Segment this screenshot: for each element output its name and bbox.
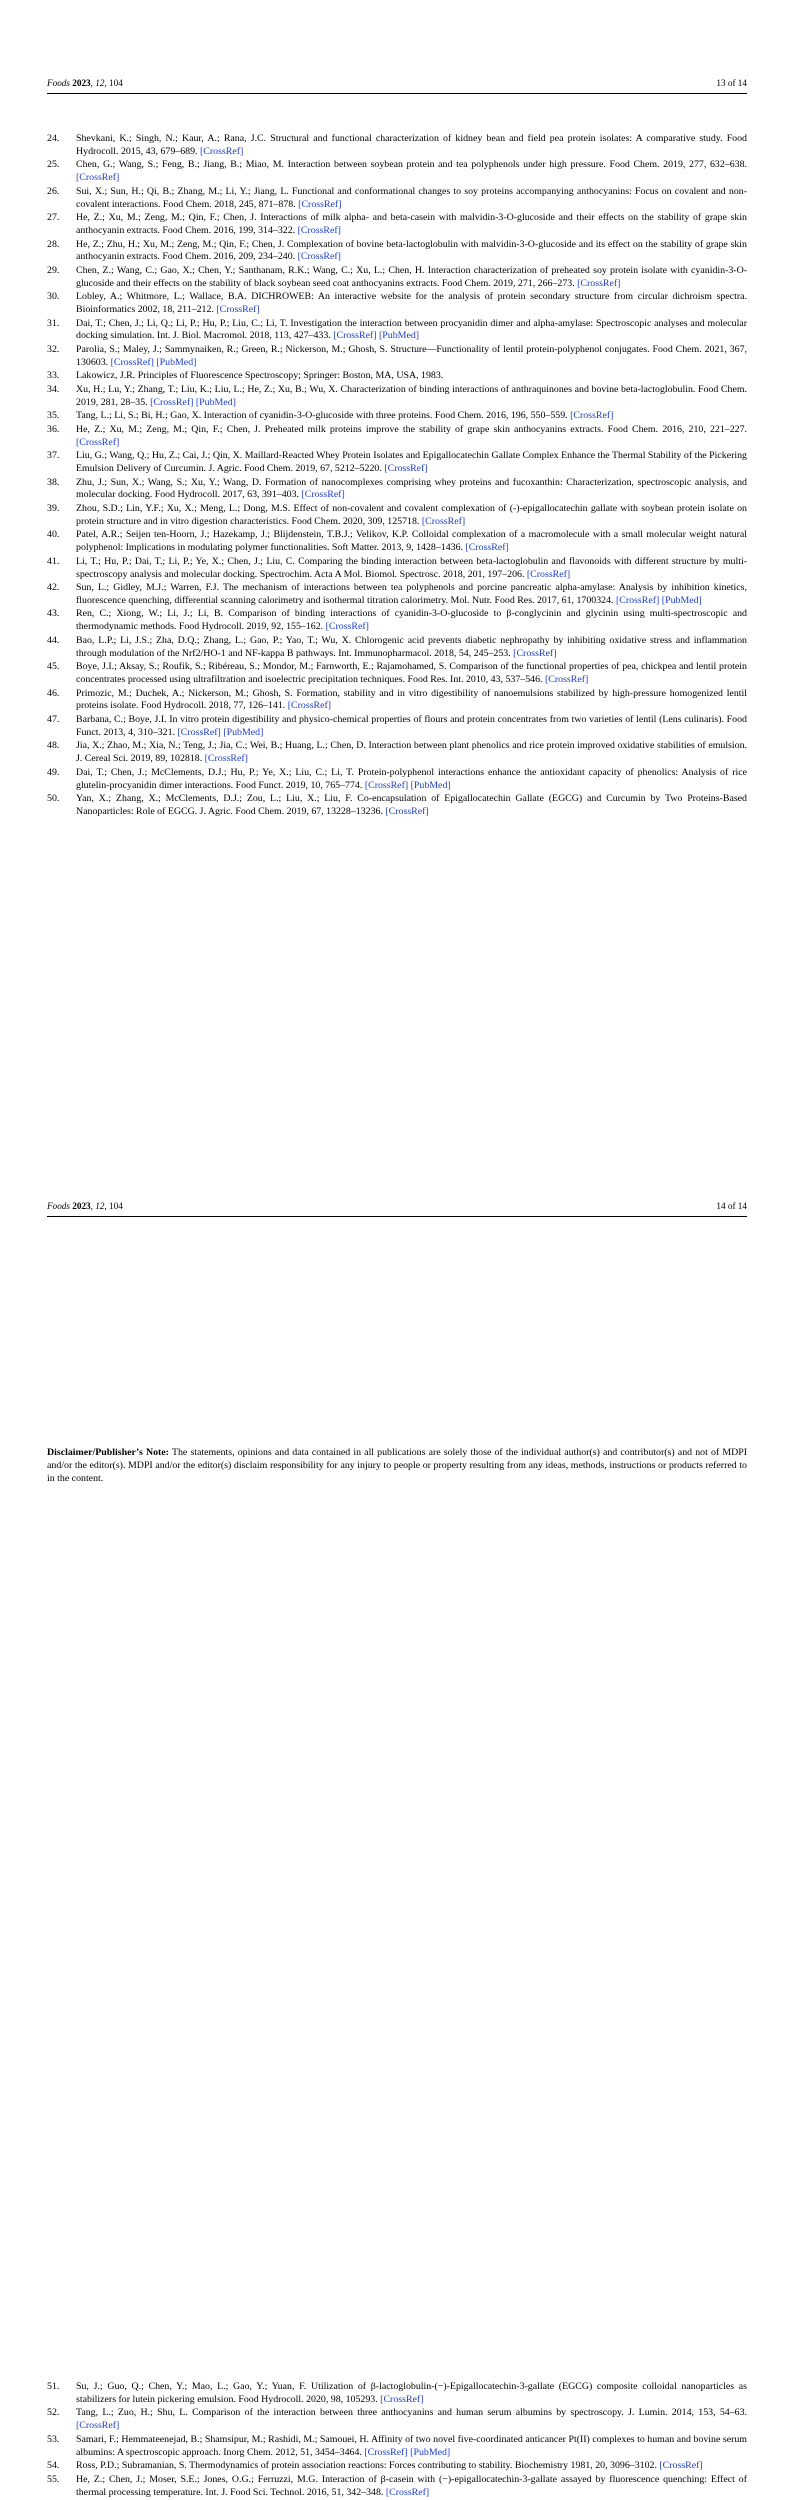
crossref-link[interactable]: [CrossRef] — [110, 356, 154, 368]
crossref-link[interactable]: [CrossRef] — [150, 396, 194, 408]
crossref-link[interactable]: [CrossRef] — [297, 224, 341, 236]
crossref-link[interactable]: [CrossRef] — [301, 489, 345, 501]
reference-number: 28. — [47, 238, 60, 250]
reference-text: Zhou, S.D.; Lin, Y.F.; Xu, X.; Meng, L.; Dong, M.S. Effect of non-covalent and covalent complexation of (-)-epigallocatechin gallate with soybean protein isolate on protein structure and in vitro digestion characteristics. Food Chem. 2020, 309, 125718. — [76, 502, 747, 527]
reference-text: He, Z.; Zhu, H.; Xu, M.; Zeng, M.; Qin, F.; Chen, J. Complexation of bovine beta-lactoglobulin with malvidin-3-O-glucoside and its effect on the stability of grape skin anthocyanin extracts. Food Chem. 2016, 209, 234–240. — [76, 238, 747, 263]
reference-item — [47, 529, 747, 555]
reference-text: Parolia, S.; Maley, J.; Sammynaiken, R.; Green, R.; Nickerson, M.; Ghosh, S. Structure—Functionality of lentil protein-polyphenol conjugates. Food Chem. 2021, 367, 130603. — [76, 344, 747, 368]
reference-item — [47, 582, 747, 608]
reference-item — [47, 186, 747, 212]
reference-number: 53. — [47, 2433, 60, 2445]
reference-text: Lakowicz, J.R. Principles of Fluorescence Spectroscopy; Springer: Boston, MA, USA, 1983. — [76, 370, 444, 382]
reference-item — [47, 503, 747, 529]
reference-item — [47, 410, 747, 423]
journal-citation: Foods 2023, 12, 104 — [47, 78, 123, 88]
reference-number: 37. — [47, 450, 60, 462]
crossref-link[interactable]: [CrossRef] — [364, 779, 409, 791]
reference-item — [47, 661, 747, 687]
reference-list — [47, 133, 747, 819]
reference-number: 31. — [47, 317, 60, 329]
reference-number: 35. — [47, 410, 60, 422]
reference-item — [47, 265, 747, 291]
pubmed-link[interactable]: [PubMed] — [195, 396, 236, 408]
reference-text: Chen, Z.; Wang, C.; Gao, X.; Chen, Y.; Santhanam, R.K.; Wang, C.; Xu, L.; Chen, H. Interaction characterization of preheated soy protein isolate with cyanidin-3-O-glucoside and their effects on the stability of black soybean seed coat anthocyanins extracts. Food Chem. 2019, 271, 266–273. — [76, 264, 747, 289]
reference-item — [47, 556, 747, 582]
reference-text: Bao, L.P.; Li, J.S.; Zha, D.Q.; Zhang, L.; Gao, P.; Yao, T.; Wu, X. Chlorogenic acid prevents diabetic nephropathy by inhibiting oxidative stress and inflammation through modulation of the Nrf2/HO-1 and NF-kappa B pathways. Int. Immunopharmacol. 2018, 54, 245–253. — [76, 634, 747, 659]
pubmed-link[interactable]: [PubMed] — [410, 2446, 451, 2458]
reference-text: Yan, X.; Zhang, X.; McClements, D.J.; Zou, L.; Liu, X.; Liu, F. Co-encapsulation of Epigallocatechin Gallate (EGCG) and Curcumin by Two Proteins-Based Nanoparticles: Role of EGCG. J. Agric. Food Chem. 2019, 67, 13228–13236. — [76, 793, 747, 817]
crossref-link[interactable]: [CrossRef] — [364, 2446, 408, 2458]
reference-text: Patel, A.R.; Seijen ten-Hoorn, J.; Hazekamp, J.; Blijdenstein, T.B.J.; Velikov, K.P. Colloidal complexation of a macromolecule with a small molecular weight natural polyphenol: Implications in modulating polymer functionalities. Soft Matter. 2013, 9, 1428–1436. — [76, 529, 747, 554]
reference-number: 32. — [47, 344, 60, 355]
reference-number: 52. — [47, 2407, 60, 2419]
crossref-link[interactable]: [CrossRef] — [297, 251, 341, 263]
reference-item — [47, 384, 747, 410]
reference-item — [47, 608, 747, 634]
reference-text: Su, J.; Guo, Q.; Chen, Y.; Mao, L.; Gao, Y.; Yuan, F. Utilization of β-lactoglobulin-(−)-Epigallocatechin-3-gallate (EGCG) composite colloidal nanoparticles as stabilizers for lutein pickering emulsion. Food Hydrocoll. 2020, 98, 105293. — [76, 2381, 747, 2405]
reference-item — [47, 477, 747, 503]
crossref-link[interactable]: [CrossRef] — [199, 145, 244, 157]
crossref-link[interactable]: [CrossRef] — [298, 198, 342, 210]
crossref-link[interactable]: [CrossRef] — [513, 647, 557, 659]
reference-text: Boye, J.I.; Aksay, S.; Roufik, S.; Ribéreau, S.; Mondor, M.; Farnworth, E.; Rajamohamed, S. Comparison of the functional properties of pea, chickpea and lentil protein concentrates processed using ultrafiltration and isoelectric precipitation techniques. Food Res. Int. 2010, 43, 537–546. — [76, 661, 747, 686]
reference-text: Ren, C.; Xiong, W.; Li, J.; Li, B. Comparison of binding interactions of cyanidin-3-O-glucoside to β-conglycinin and glycinin using multi-spectroscopic and thermodynamic methods. Food Hydrocoll. 2019, 92, 155–162. — [76, 608, 747, 633]
reference-text: Lobley, A.; Whitmore, L.; Wallace, B.A. DICHROWEB: An interactive website for the analysis of protein secondary structure from circular dichroism spectra. Bioinformatics 2002, 18, 211–212. — [76, 291, 747, 316]
publisher-disclaimer — [47, 1446, 747, 1486]
crossref-link[interactable]: [CrossRef] — [384, 463, 428, 475]
reference-number: 27. — [47, 212, 60, 224]
reference-text: Shevkani, K.; Singh, N.; Kaur, A.; Rana, J.C. Structural and functional characterization of kidney bean and field pea protein isolates: A comparative study. Food Hydrocoll. 2015, 43, 679–689. — [76, 133, 747, 157]
reference-text: Jia, X.; Zhao, M.; Xia, N.; Teng, J.; Jia, C.; Wei, B.; Huang, L.; Chen, D. Interaction between plant phenolics and rice protein improved oxidative stabilities of emulsion. J. Cereal Sci. 2019, 89, 102818. — [76, 740, 747, 765]
pubmed-link[interactable]: [PubMed] — [223, 726, 264, 738]
disclaimer-label: Disclaimer/Publisher’s Note: — [47, 1447, 169, 1458]
reference-item — [47, 767, 747, 793]
crossref-link[interactable]: [CrossRef] — [421, 515, 466, 527]
reference-number: 26. — [47, 185, 60, 197]
reference-item — [47, 424, 747, 450]
reference-item — [47, 740, 747, 766]
crossref-link[interactable]: [CrossRef] — [385, 805, 429, 817]
reference-text: Tang, L.; Zuo, H.; Shu, L. Comparison of the interaction between three anthocyanins and human serum albumins by spectroscopy. J. Lumin. 2014, 153, 54–63. — [76, 2407, 747, 2419]
reference-number: 42. — [47, 582, 60, 594]
crossref-link[interactable]: [CrossRef] — [287, 700, 332, 712]
reference-text: Primozic, M.; Duchek, A.; Nickerson, M.; Ghosh, S. Formation, stability and in vitro digestibility of nanoemulsions stabilized by high-pressure homogenized lentil proteins isolate. Food Hydrocoll. 2018, 77, 126–141. — [76, 687, 747, 712]
reference-text: Barbana, C.; Boye, J.I. In vitro protein digestibility and physico-chemical properties of flours and protein concentrates from two varieties of lentil (Lens culinaris). Food Funct. 2013, 4, 310–321. — [76, 713, 747, 738]
reference-item — [47, 2381, 747, 2407]
reference-number: 34. — [47, 383, 60, 395]
reference-number: 46. — [47, 687, 60, 699]
reference-number: 47. — [47, 713, 60, 725]
crossref-link[interactable]: [CrossRef] — [177, 726, 221, 738]
reference-text: He, Z.; Xu, M.; Zeng, M.; Qin, F.; Chen, J. Preheated milk proteins improve the stability of grape skin anthocyanins extracts. Food Chem. 2016, 210, 221–227. — [76, 423, 747, 435]
pubmed-link[interactable]: [PubMed] — [379, 330, 420, 342]
reference-text: Sun, L.; Gidley, M.J.; Warren, F.J. The mechanism of interactions between tea polyphenols and porcine pancreatic alpha-amylase: Analysis by inhibition kinetics, fluorescence quenching, differential scanning calorimetry and isothermal titration calorimetry. Mol. Nutr. Food Res. 2017, 61, 1700324. — [76, 582, 747, 606]
reference-item — [47, 688, 747, 714]
reference-number: 33. — [47, 370, 60, 382]
reference-item — [47, 344, 747, 370]
reference-item — [47, 2460, 747, 2473]
reference-number: 51. — [47, 2381, 60, 2392]
reference-text: He, Z.; Chen, J.; Moser, S.E.; Jones, O.G.; Ferruzzi, M.G. Interaction of β-casein with (−)-epigallocatechin-3-gallate assayed by fluorescence quenching: Effect of thermal processing temperature. Int. J. Food Sci. Technol. 2016, 51, 342–348. — [76, 2473, 747, 2498]
crossref-link[interactable]: [CrossRef] — [526, 568, 571, 580]
reference-item — [47, 212, 747, 238]
journal-citation: Foods 2023, 12, 104 — [47, 1201, 123, 1211]
reference-text: Tang, L.; Li, S.; Bi, H.; Gao, X. Interaction of cyanidin-3-O-glucoside with three proteins. Food Chem. 2016, 196, 550–559. — [76, 410, 568, 422]
crossref-link[interactable]: [CrossRef] — [659, 2460, 703, 2472]
crossref-link[interactable]: [CrossRef] — [570, 410, 614, 422]
crossref-link[interactable]: [CrossRef] — [325, 621, 369, 633]
pubmed-link[interactable]: [PubMed] — [410, 779, 451, 791]
reference-number: 29. — [47, 264, 60, 276]
page-13 — [0, 0, 794, 1123]
reference-text: Sui, X.; Sun, H.; Qi, B.; Zhang, M.; Li, Y.; Jiang, L. Functional and conformational changes to soy proteins accompanying anthocyanins: Focus on covalent and non-covalent interactions. Food Chem. 2018, 245, 871–878. — [76, 185, 747, 210]
page-number: 13 of 14 — [716, 78, 747, 88]
page-number: 14 of 14 — [716, 1201, 747, 1211]
reference-text: Li, T.; Hu, P.; Dai, T.; Li, P.; Ye, X.; Chen, J.; Liu, C. Comparing the binding interaction between beta-lactoglobulin and flavonoids with different structure by multi-spectroscopy analysis and molecular docking. Spectrochim. Acta A Mol. Biomol. Spectrosc. 2018, 201, 197–206. — [76, 555, 747, 580]
reference-item — [47, 2474, 747, 2500]
running-header — [47, 77, 747, 94]
crossref-link[interactable]: [CrossRef] — [577, 277, 621, 289]
reference-number: 25. — [47, 159, 60, 171]
reference-item — [47, 450, 747, 476]
pubmed-link[interactable]: [PubMed] — [661, 594, 702, 606]
crossref-link[interactable]: [CrossRef] — [544, 674, 589, 686]
reference-number: 24. — [47, 133, 60, 144]
page-14 — [0, 1123, 794, 2498]
crossref-link[interactable]: [CrossRef] — [76, 172, 120, 184]
reference-item — [47, 239, 747, 265]
reference-text: Dai, T.; Chen, J.; McClements, D.J.; Hu, P.; Ye, X.; Liu, C.; Li, T. Protein-polyphenol interactions enhance the antioxidant capacity of phenolics: Analysis of rice glutelin-procyanidin dimer interactions. Food Funct. 2019, 10, 765–774. — [76, 766, 747, 791]
reference-number: 48. — [47, 740, 60, 752]
reference-number: 44. — [47, 634, 60, 646]
reference-number: 54. — [47, 2460, 60, 2472]
reference-text: Ross, P.D.; Subramanian, S. Thermodynamics of protein association reactions: Forces contributing to stability. Biochemistry 1981, 20, 3096–3102. — [76, 2460, 657, 2472]
crossref-link[interactable]: [CrossRef] — [385, 2486, 430, 2498]
reference-text: Zhu, J.; Sun, X.; Wang, S.; Xu, Y.; Wang, D. Formation of nanocomplexes comprising whey proteins and fucoxanthin: Characterization, spectroscopic analysis, and molecular docking. Food Hydrocoll. 2017, 63, 391–403. — [76, 476, 747, 501]
reference-item — [47, 714, 747, 740]
reference-text: He, Z.; Xu, M.; Zeng, M.; Qin, F.; Chen, J. Interactions of milk alpha- and beta-casein with malvidin-3-O-glucoside and their effects on the stability of grape skin anthocyanin extracts. Food Chem. 2016, 199, 314–322. — [76, 212, 747, 236]
reference-number: 36. — [47, 423, 60, 435]
reference-number: 49. — [47, 766, 60, 778]
crossref-link[interactable]: [CrossRef] — [76, 2420, 120, 2432]
reference-number: 45. — [47, 661, 60, 673]
reference-item — [47, 2407, 747, 2433]
reference-item — [47, 159, 747, 185]
reference-number: 41. — [47, 555, 60, 567]
crossref-link[interactable]: [CrossRef] — [204, 753, 248, 765]
reference-text: Chen, G.; Wang, S.; Feng, B.; Jiang, B.; Miao, M. Interaction between soybean protein and tea polyphenols under high pressure. Food Chem. 2019, 277, 632–638. — [76, 159, 747, 171]
reference-number: 39. — [47, 502, 60, 514]
crossref-link[interactable]: [CrossRef] — [333, 330, 377, 342]
reference-number: 50. — [47, 793, 60, 805]
crossref-link[interactable]: [CrossRef] — [615, 594, 660, 606]
reference-number: 40. — [47, 529, 60, 541]
reference-text: Dai, T.; Chen, J.; Li, Q.; Li, P.; Hu, P.; Liu, C.; Li, T. Investigation the interaction between procyanidin dimer and alpha-amylase: Spectroscopic analyses and molecular docking simulation. Int. J. Biol. Macromol. 2018, 113, 427–433. — [76, 317, 747, 342]
reference-item — [47, 370, 747, 383]
reference-text: Xu, H.; Lu, Y.; Zhang, T.; Liu, K.; Liu, L.; He, Z.; Xu, B.; Wu, X. Characterization of binding interactions of anthraquinones and bovine beta-lactoglobulin. Food Chem. 2019, 281, 28–35. — [76, 383, 747, 408]
reference-text: Liu, G.; Wang, Q.; Hu, Z.; Cai, J.; Qin, X. Maillard-Reacted Whey Protein Isolates and Epigallocatechin Gallate Complex Enhance the Thermal Stability of the Pickering Emulsion Delivery of Curcumin. J. Agric. Food Chem. 2019, 67, 5212–5220. — [76, 450, 747, 475]
crossref-link[interactable]: [CrossRef] — [380, 2393, 424, 2405]
crossref-link[interactable]: [CrossRef] — [76, 436, 120, 448]
reference-number: 55. — [47, 2473, 60, 2485]
reference-item — [47, 133, 747, 159]
reference-item — [47, 318, 747, 344]
crossref-link[interactable]: [CrossRef] — [465, 542, 509, 554]
reference-number: 30. — [47, 291, 60, 303]
reference-item — [47, 793, 747, 819]
pubmed-link[interactable]: [PubMed] — [156, 356, 197, 368]
reference-list — [47, 2381, 747, 2500]
reference-item — [47, 635, 747, 661]
reference-number: 43. — [47, 608, 60, 620]
reference-number: 38. — [47, 476, 60, 488]
reference-item — [47, 2434, 747, 2460]
reference-text: Samari, F.; Hemmateenejad, B.; Shamsipur, M.; Rashidi, M.; Samouei, H. Affinity of two novel five-coordinated anticancer Pt(II) complexes to human and bovine serum albumins: A spectroscopic approach. Inorg Chem. 2012, 51, 3454–3464. — [76, 2433, 747, 2458]
running-header — [47, 1200, 747, 1217]
disclaimer-text: The statements, opinions and data contained in all publications are solely those of the individual author(s) and contributor(s) and not of MDPI and/or the editor(s). MDPI and/or the editor(s) disclaim responsibility for any injury to people or property resulting from any ideas, methods, instructions or products referred to in the content. — [47, 1447, 748, 1485]
crossref-link[interactable]: [CrossRef] — [216, 304, 260, 316]
reference-item — [47, 291, 747, 317]
